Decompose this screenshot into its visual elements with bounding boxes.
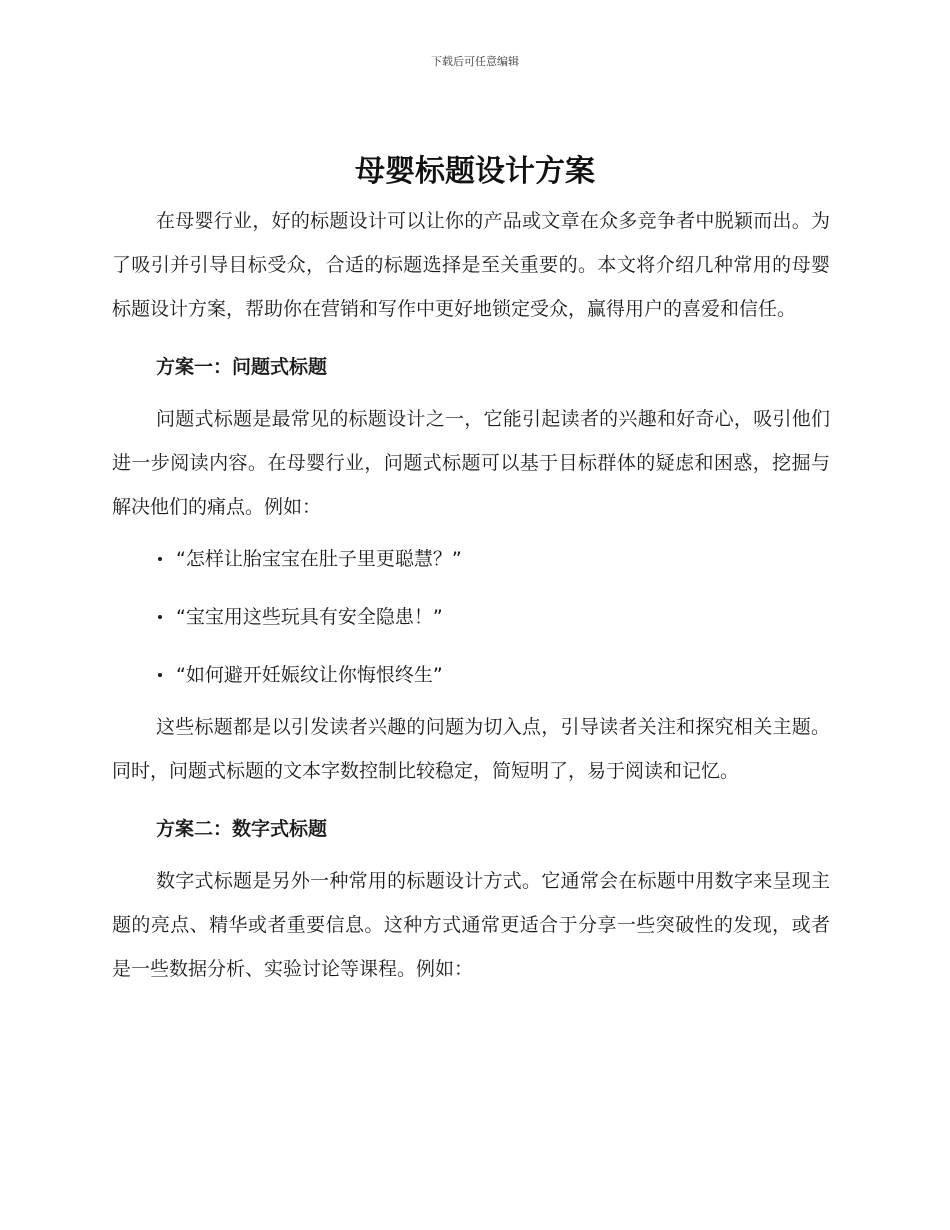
list-item bbox=[156, 595, 830, 639]
bullet-dot-icon bbox=[158, 557, 162, 561]
section-heading-2: 方案二：数字式标题 bbox=[156, 818, 328, 840]
section-heading-1: 方案一：问题式标题 bbox=[156, 356, 328, 378]
list-item bbox=[156, 653, 830, 697]
list-item-text: “如何避开妊娠纹让你悔恨终生” bbox=[176, 664, 443, 686]
document-body bbox=[112, 199, 830, 991]
example-list bbox=[112, 537, 830, 697]
intro-paragraph: 在母婴行业，好的标题设计可以让你的产品或文章在众多竞争者中脱颖而出。为了吸引并引导目标受众，合适的标题选择是至关重要的。本文将介绍几种常用的母婴标题设计方案，帮助你在营销和写作中更好地锁定受众，赢得用户的喜爱和信任。 bbox=[112, 210, 830, 320]
section-1-paragraph-1: 问题式标题是最常见的标题设计之一，它能引起读者的兴趣和好奇心，吸引他们进一步阅读内容。在母婴行业，问题式标题可以基于目标群体的疑虑和困惑，挖掘与解决他们的痛点。例如： bbox=[112, 408, 830, 518]
list-item-text: “宝宝用这些玩具有安全隐患！” bbox=[176, 606, 443, 628]
list-item-text: “怎样让胎宝宝在肚子里更聪慧？” bbox=[176, 548, 462, 570]
document-title: 母婴标题设计方案 bbox=[355, 154, 595, 189]
bullet-dot-icon bbox=[158, 673, 162, 677]
section-1-paragraph-2: 这些标题都是以引发读者兴趣的问题为切入点，引导读者关注和探究相关主题。同时，问题式标题的文本字数控制比较稳定，简短明了，易于阅读和记忆。 bbox=[112, 716, 830, 782]
bullet-dot-icon bbox=[158, 615, 162, 619]
list-item bbox=[156, 537, 830, 581]
section-2-paragraph-1: 数字式标题是另外一种常用的标题设计方式。它通常会在标题中用数字来呈现主题的亮点、精华或者重要信息。这种方式通常更适合于分享一些突破性的发现，或者是一些数据分析、实验讨论等课程。例如： bbox=[112, 870, 830, 980]
page-header-note: 下载后可任意编辑 bbox=[431, 55, 519, 68]
